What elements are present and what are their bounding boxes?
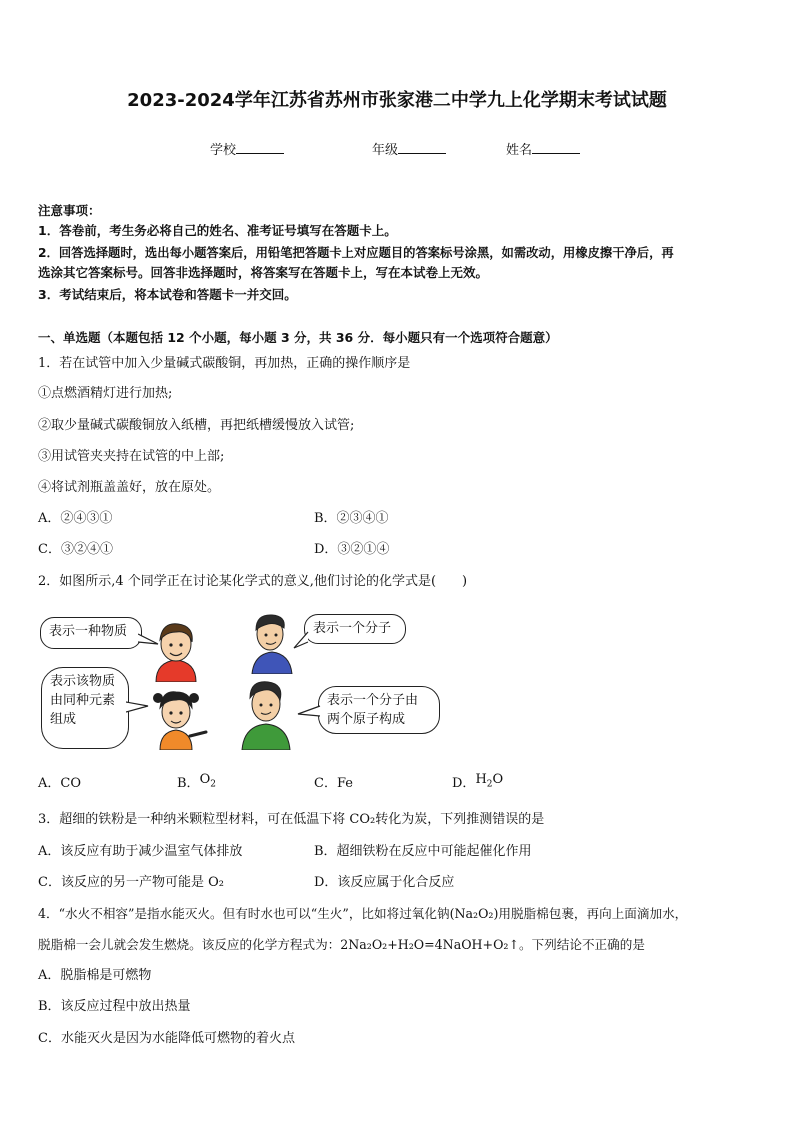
- bubble-tail-4: [296, 704, 322, 720]
- q1-option-a[interactable]: A．②④③①: [38, 511, 113, 526]
- bubble-two-atoms-line-2: 两个原子构成: [327, 712, 406, 727]
- q2-option-a[interactable]: A．CO: [38, 776, 81, 791]
- section-1-heading: 一、单选题（本题包括 12 个小题，每小题 3 分，共 36 分．每小题只有一个选项符合题意）: [38, 330, 558, 345]
- q3-option-a[interactable]: A．该反应有助于减少温室气体排放: [38, 844, 243, 859]
- school-blank[interactable]: [236, 141, 284, 154]
- q2-option-c[interactable]: C．Fe: [314, 776, 353, 791]
- q1-step-2: ②取少量碱式碳酸铜放入纸槽，再把纸槽缓慢放入试管;: [38, 418, 355, 433]
- bubble-two-atoms-line-1: 表示一个分子由: [327, 693, 419, 708]
- q4-stem-a: 4．“水火不相容”是指水能灭火。但有时水也可以“生火”，比如将过氧化钠(Na₂O₂)用脱脂棉包裹，再向上面滴加水，: [38, 906, 688, 921]
- q4-option-a[interactable]: A．脱脂棉是可燃物: [38, 968, 152, 983]
- note-2b: 选涂其它答案标号。回答非选择题时，将答案写在答题卡上，写在本试卷上无效。: [38, 265, 489, 280]
- notes-heading: 注意事项：: [38, 203, 101, 218]
- bubble-tail-3: [126, 700, 150, 718]
- student-boy-2-icon: [246, 610, 296, 674]
- name-label: 姓名: [506, 143, 533, 158]
- bubble-one-molecule: [304, 614, 406, 644]
- school-label: 学校: [210, 143, 237, 158]
- q3-stem: 3．超细的铁粉是一种纳米颗粒型材料，可在低温下将 CO₂转化为炭，下列推测错误的是: [38, 812, 545, 827]
- q1-option-c[interactable]: C．③②④①: [38, 542, 113, 557]
- grade-field[interactable]: [372, 139, 446, 158]
- bubble-two-atoms: [318, 686, 440, 734]
- q1-option-b[interactable]: B．②③④①: [314, 511, 389, 526]
- q2-option-d-formula: [475, 772, 504, 790]
- q1-option-d[interactable]: D．③②①④: [314, 542, 390, 557]
- q4-option-c[interactable]: C．水能灭火是因为水能降低可燃物的着火点: [38, 1031, 295, 1046]
- note-1: 1．答卷前，考生务必将自己的姓名、准考证号填写在答题卡上。: [38, 223, 397, 238]
- student-boy-1-icon: [150, 618, 202, 682]
- bubble-same-element-line-3: 组成: [50, 712, 77, 727]
- bubble-same-element-line-1: 表示该物质: [50, 674, 116, 689]
- q3-option-d[interactable]: D．该反应属于化合反应: [314, 875, 455, 890]
- q2-option-b-subscript: 2: [210, 779, 216, 790]
- q4-option-b[interactable]: B．该反应过程中放出热量: [38, 999, 191, 1014]
- student-girl-icon: [150, 684, 210, 750]
- bubble-same-element: [41, 667, 129, 749]
- q1-stem: 1．若在试管中加入少量碱式碳酸铜，再加热，正确的操作顺序是: [38, 356, 411, 371]
- q2-option-d-prefix: D．: [452, 776, 476, 791]
- note-2a: 2．回答选择题时，选出每小题答案后，用铅笔把答题卡上对应题目的答案标号涂黑，如需改动，用橡皮擦干净后，再: [38, 246, 674, 260]
- grade-label: 年级: [372, 143, 399, 158]
- grade-blank[interactable]: [398, 141, 446, 154]
- q2-option-d[interactable]: [452, 772, 504, 797]
- name-blank[interactable]: [532, 141, 580, 154]
- q2-option-b-formula: [199, 772, 216, 790]
- q3-option-c[interactable]: C．该反应的另一产物可能是 O₂: [38, 875, 224, 890]
- q2-stem: 2．如图所示,4 个同学正在讨论某化学式的意义,他们讨论的化学式是( ): [38, 574, 468, 589]
- q1-step-1: ①点燃酒精灯进行加热;: [38, 386, 173, 401]
- note-3: 3．考试结束后，将本试卷和答题卡一并交回。: [38, 287, 297, 302]
- school-field[interactable]: [210, 139, 284, 158]
- q1-step-4: ④将试剂瓶盖盖好，放在原处。: [38, 480, 221, 495]
- q2-option-d-subscript: 2: [486, 779, 493, 790]
- q2-option-d-symbol-o: O: [492, 772, 504, 787]
- q2-option-d-symbol-h: H: [475, 772, 487, 787]
- q1-step-3: ③用试管夹夹持在试管的中上部;: [38, 449, 225, 464]
- bubble-same-element-line-2: 由同种元素: [50, 693, 116, 708]
- q3-option-b[interactable]: B．超细铁粉在反应中可能起催化作用: [314, 844, 532, 859]
- exam-title: 2023-2024学年江苏省苏州市张家港二中学九上化学期末考试试题: [127, 90, 667, 111]
- q2-option-b[interactable]: [177, 772, 216, 797]
- student-boy-3-icon: [238, 676, 294, 750]
- name-field[interactable]: [506, 139, 580, 158]
- q2-option-b-symbol: O: [199, 772, 211, 787]
- bubble-one-substance: [40, 617, 142, 649]
- bubble-one-substance-text: 表示一种物质: [49, 624, 128, 639]
- bubble-one-molecule-text: 表示一个分子: [313, 621, 392, 636]
- q4-stem-b: 脱脂棉一会儿就会发生燃烧。该反应的化学方程式为：2Na₂O₂+H₂O=4NaOH+O₂↑。下列结论不正确的是: [38, 937, 645, 952]
- q2-option-b-prefix: B．: [177, 776, 200, 791]
